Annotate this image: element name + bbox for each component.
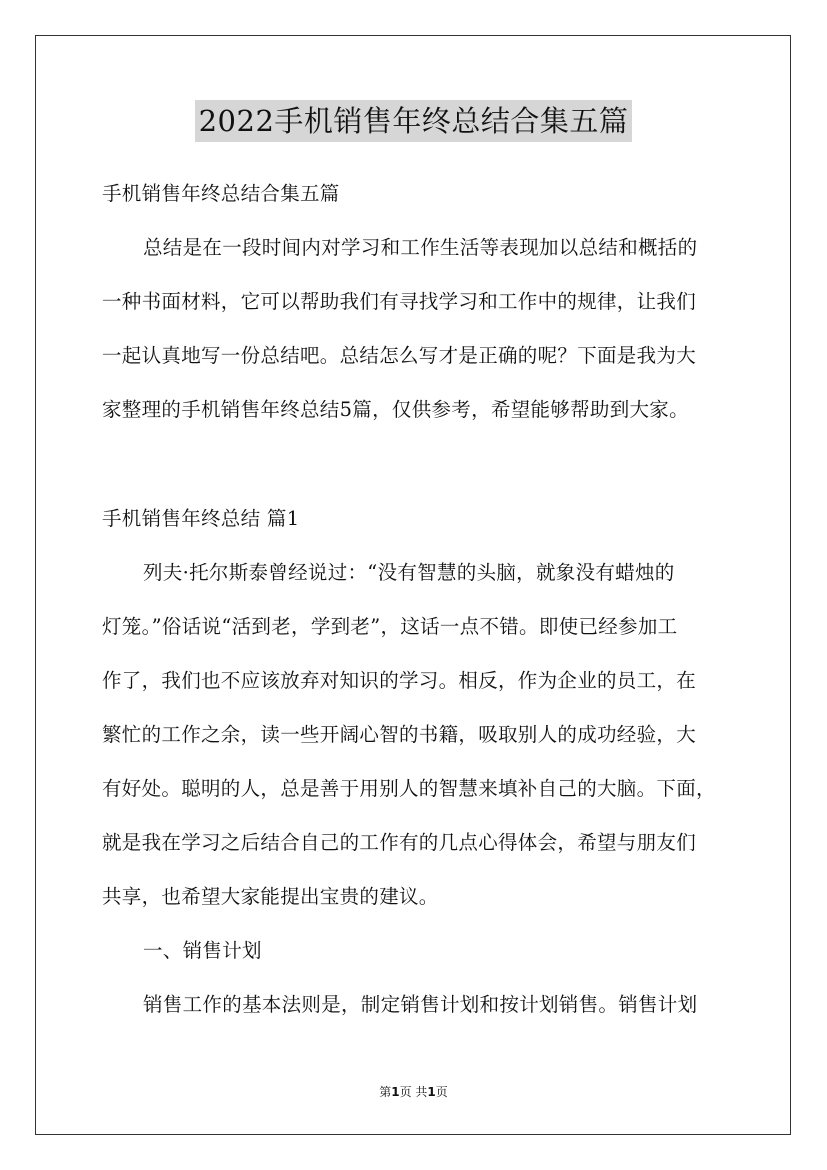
footer-mid: 页 共 bbox=[399, 1085, 428, 1099]
subheading-sales-plan: 一、销售计划 bbox=[143, 939, 262, 962]
title-container bbox=[0, 100, 827, 142]
footer-page-total: 1 bbox=[427, 1085, 436, 1099]
intro-line-4: 家整理的手机销售年终总结5篇，仅供参考，希望能够帮助到大家。 bbox=[102, 398, 689, 421]
section-line-3: 作了，我们也不应该放弃对知识的学习。相反，作为企业的员工，在 bbox=[102, 669, 697, 692]
section-heading: 手机销售年终总结 篇1 bbox=[102, 507, 300, 530]
intro-line-1: 总结是在一段时间内对学习和工作生活等表现加以总结和概括的 bbox=[143, 236, 698, 259]
section-line-5: 有好处。聪明的人，总是善于用别人的智慧来填补自己的大脑。下面， bbox=[102, 777, 716, 800]
footer-suffix: 页 bbox=[435, 1085, 448, 1099]
footer-prefix: 第 bbox=[379, 1085, 392, 1099]
section-line-7: 共享，也希望大家能提出宝贵的建议。 bbox=[102, 885, 439, 908]
page-footer bbox=[0, 1084, 827, 1100]
body-last-line: 销售工作的基本法则是，制定销售计划和按计划销售。销售计划 bbox=[143, 993, 698, 1016]
footer-page-current: 1 bbox=[391, 1085, 400, 1099]
section-line-6: 就是我在学习之后结合自己的工作有的几点心得体会，希望与朋友们 bbox=[102, 831, 697, 854]
intro-line-3: 一起认真地写一份总结吧。总结怎么写才是正确的呢？下面是我为大 bbox=[102, 344, 697, 367]
section-line-2: 灯笼。”俗话说“活到老，学到老”，这话一点不错。即使已经参加工 bbox=[102, 615, 678, 638]
document-title: 2022手机销售年终总结合集五篇 bbox=[195, 100, 633, 142]
subtitle: 手机销售年终总结合集五篇 bbox=[102, 182, 340, 205]
section-line-1: 列夫·托尔斯泰曾经说过：“没有智慧的头脑，就象没有蜡烛的 bbox=[143, 561, 675, 584]
section-line-4: 繁忙的工作之余，读一些开阔心智的书籍，吸取别人的成功经验，大 bbox=[102, 723, 697, 746]
intro-line-2: 一种书面材料，它可以帮助我们有寻找学习和工作中的规律，让我们 bbox=[102, 290, 697, 313]
